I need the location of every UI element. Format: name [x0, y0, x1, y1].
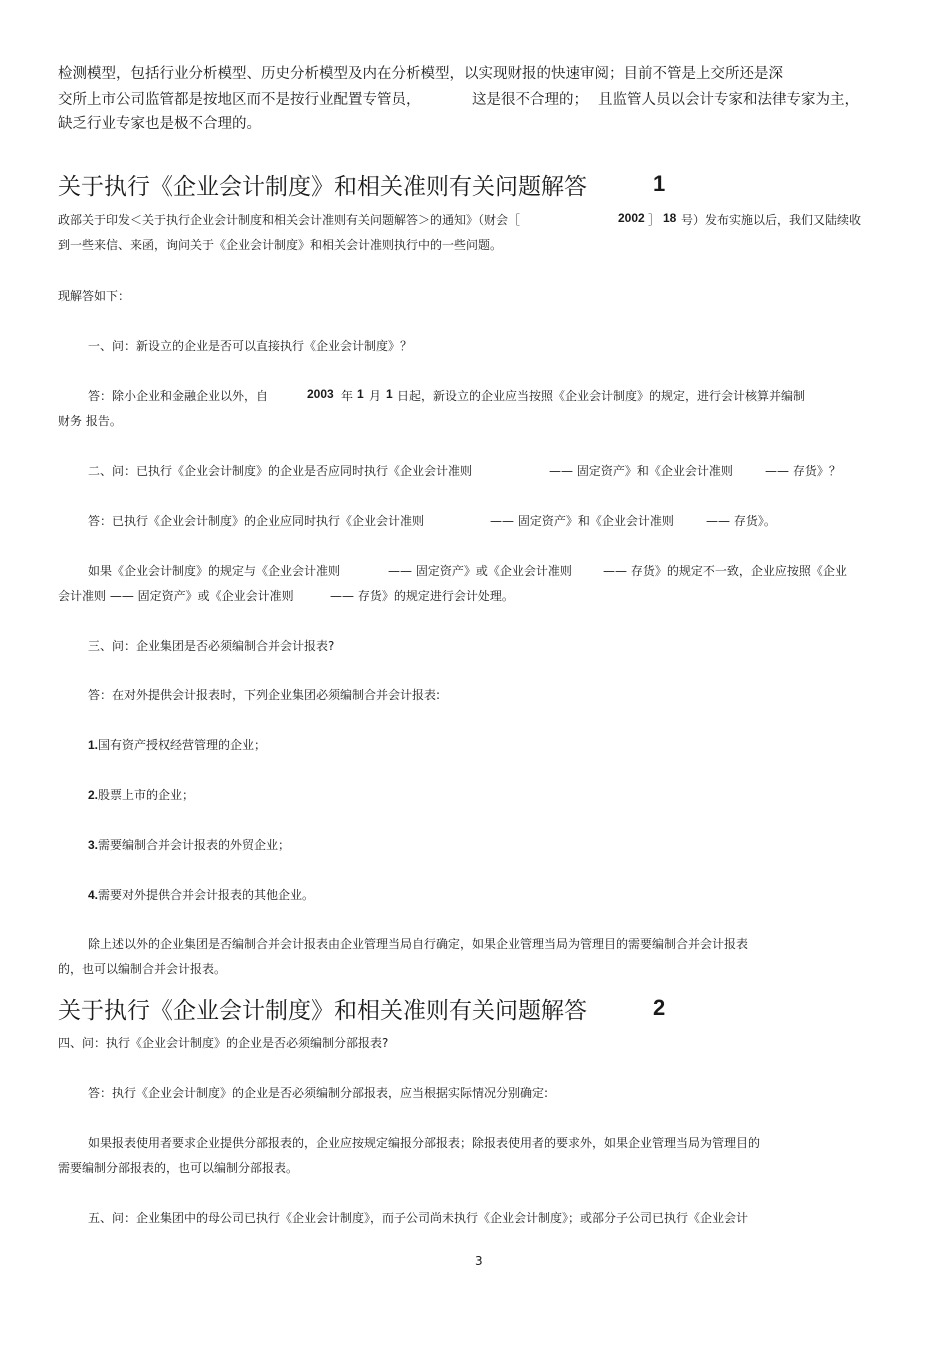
- answer-3b-line-1: 除上述以外的企业集团是否编制合并会计报表由企业管理当局自行确定，如果企业管理当局为管理目的需要编制合并会计报表: [88, 937, 749, 951]
- list-item: [88, 836, 290, 853]
- notice-year: 2002: [618, 211, 645, 225]
- list-item: [88, 886, 314, 903]
- list-item: [88, 736, 266, 753]
- question-2-c: —— 存货》？: [765, 464, 841, 478]
- section-heading-1-number: 1: [653, 171, 666, 196]
- answer-2b-c: —— 存货》的规定不一致，企业应按照《企业: [603, 564, 847, 578]
- answer-2b-a: 如果《企业会计制度》的规定与《企业会计准则: [88, 564, 341, 578]
- list-item-text: 国有资产授权经营管理的企业；: [98, 738, 267, 752]
- answer-3: 答：在对外提供会计报表时，下列企业集团必须编制合并会计报表:: [88, 688, 441, 702]
- answer-2b-line-2a: 会计准则 —— 固定资产》或《企业会计准则: [58, 589, 294, 603]
- list-item: [88, 786, 194, 803]
- answer-1-month: 1: [357, 387, 364, 401]
- notice-line-1e: 号）发布实施以后，我们又陆续收: [681, 213, 862, 227]
- list-item-text: 需要编制合并会计报表的外贸企业；: [98, 838, 291, 852]
- answer-4b-line-2: 需要编制分部报表的，也可以编制分部报表。: [58, 1161, 299, 1175]
- question-1: 一、问：新设立的企业是否可以直接执行《企业会计制度》？: [88, 339, 413, 353]
- list-item-number: 2.: [88, 788, 99, 802]
- intro-line-2c: 且监管人员以会计专家和法律专家为主，: [598, 92, 859, 108]
- question-4: 四、问：执行《企业会计制度》的企业是否必须编制分部报表?: [58, 1036, 389, 1050]
- intro-line-2b: 这是很不合理的；: [472, 92, 588, 108]
- question-2-b: —— 固定资产》和《企业会计准则: [549, 464, 733, 478]
- question-2-a: 二、问：已执行《企业会计制度》的企业是否应同时执行《企业会计准则: [88, 464, 473, 478]
- list-item-text: 股票上市的企业；: [98, 788, 195, 802]
- answer-1-line-2: 财务 报告。: [58, 414, 122, 428]
- notice-line-1a: 政部关于印发＜关于执行企业会计制度和相关会计准则有关问题解答＞的通知》（财会［: [58, 213, 521, 227]
- list-item-number: 1.: [88, 738, 99, 752]
- list-item-number: 4.: [88, 888, 99, 902]
- answer-intro: 现解答如下：: [58, 289, 131, 303]
- answer-2b-b: —— 固定资产》或《企业会计准则: [388, 564, 572, 578]
- question-5: 五、问：企业集团中的母公司已执行《企业会计制度》，而子公司尚未执行《企业会计制度》；或部分子公司已执行《企业会计: [88, 1211, 749, 1225]
- answer-1-a: 答：除小企业和金融企业以外，自: [88, 389, 269, 403]
- intro-line-1: 检测模型，包括行业分析模型、历史分析模型及内在分析模型，以实现财报的快速审阅；目前不管是上交所还是深: [58, 66, 783, 82]
- answer-1-c: 月: [369, 389, 382, 403]
- intro-line-2a: 交所上市公司监管都是按地区而不是按行业配置专管员，: [58, 92, 421, 108]
- notice-number: 18: [663, 211, 677, 225]
- answer-1-day: 1: [386, 387, 393, 401]
- notice-bracket: ］: [648, 213, 661, 227]
- notice-line-2: 到一些来信、来函，询问关于《企业会计制度》和相关会计准则执行中的一些问题。: [58, 238, 503, 252]
- answer-2-a: 答：已执行《企业会计制度》的企业应同时执行《企业会计准则: [88, 514, 425, 528]
- answer-3b-line-2: 的，也可以编制合并会计报表。: [58, 962, 227, 976]
- section-heading-1: 关于执行《企业会计制度》和相关准则有关问题解答: [58, 174, 587, 200]
- section-heading-2: 关于执行《企业会计制度》和相关准则有关问题解答: [58, 998, 587, 1024]
- answer-1-b: 年: [341, 389, 354, 403]
- list-item-number: 3.: [88, 838, 99, 852]
- answer-4: 答：执行《企业会计制度》的企业是否必须编制分部报表，应当根据实际情况分别确定:: [88, 1086, 549, 1100]
- answer-2-c: —— 存货》。: [706, 514, 776, 528]
- answer-1-d: 日起，新设立的企业应当按照《企业会计制度》的规定，进行会计核算并编制: [397, 389, 806, 403]
- answer-2b-line-2b: —— 存货》的规定进行会计处理。: [330, 589, 514, 603]
- section-heading-2-number: 2: [653, 995, 666, 1020]
- answer-4b-line-1: 如果报表使用者要求企业提供分部报表的，企业应按规定编报分部报表；除报表使用者的要求外，如果企业管理当局为管理目的: [88, 1136, 761, 1150]
- list-item-text: 需要对外提供合并会计报表的其他企业。: [98, 888, 315, 902]
- answer-2-b: —— 固定资产》和《企业会计准则: [490, 514, 674, 528]
- answer-1-year: 2003: [307, 387, 334, 401]
- intro-line-3: 缺乏行业专家也是极不合理的。: [58, 116, 261, 132]
- question-3: 三、问：企业集团是否必须编制合并会计报表?: [88, 639, 335, 653]
